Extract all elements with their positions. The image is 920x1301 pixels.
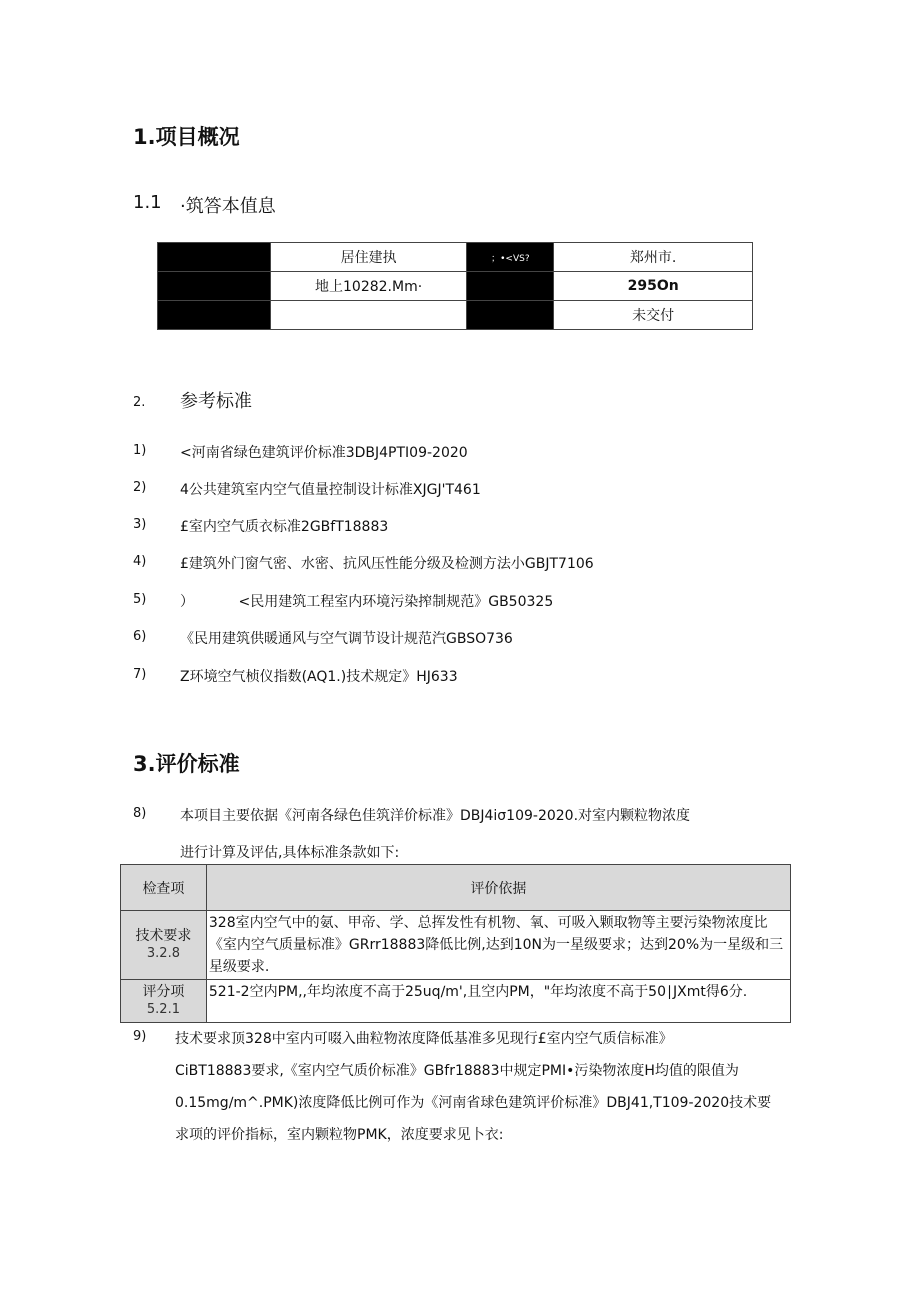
- check-item-code: 3.2.8: [146, 946, 180, 961]
- info-cell: [158, 301, 271, 330]
- criteria-text: 328室内空气中的氨、甲帝、学、总挥发性有机物、氧、可吸入颗取物等主要污染物浓度比《室内空气质量标准》GRrr18883降低比例,达到10N为一星级要求；达到20%为一星级和三星级要求.: [206, 911, 790, 980]
- info-cell: [158, 243, 271, 272]
- ref-text: Z环境空气桢仪指数(AQ1.)技术规定》HJ633: [180, 669, 458, 685]
- section1-heading: 1.项目概况: [133, 125, 240, 149]
- ref-text: <河南省绿色建筑评价标准3DBJ4PTI09-2020: [180, 445, 468, 461]
- ref-text: £建筑外门窗气密、水密、抗风压性能分级及检测方法小GBJT7106: [180, 556, 594, 572]
- item8-line: 进行计算及评估,具体标准条款如下:: [180, 845, 400, 861]
- info-cell: 郑州市.: [554, 243, 753, 272]
- info-cell: 295On: [554, 272, 753, 301]
- check-item-cell: [121, 980, 207, 1023]
- ref-number: 1): [133, 443, 147, 458]
- info-cell: [158, 272, 271, 301]
- info-cell: 地上10282.Mm·: [270, 272, 467, 301]
- ref-text: 4公共建筑室内空气值量控制设计标准XJGJ'T461: [180, 482, 481, 498]
- ref-number: 3): [133, 517, 147, 532]
- ref-number: 7): [133, 667, 147, 682]
- section1-1-title: ·筑答本值息: [180, 196, 276, 217]
- table-row: [121, 911, 791, 980]
- info-cell: [467, 272, 554, 301]
- item9-number: 9): [133, 1029, 147, 1044]
- evaluation-table: [120, 864, 791, 1023]
- item8-number: 8): [133, 806, 147, 821]
- item9-line: 0.15mg∕m^.PMK)浓度降低比例可作为《河南省球色建筑评价标准》DBJ41,T109-2020技术要: [175, 1095, 772, 1111]
- ref-text: 《民用建筑供暖通风与空气调节设计规范汽GBSO736: [180, 631, 513, 647]
- section2-heading: 参考标准: [180, 391, 252, 412]
- ref-number: 5): [133, 592, 147, 607]
- column-header: 检查项: [121, 865, 207, 911]
- ref-text: ） <民用建筑工程室内环境污染搾制规范》GB50325: [180, 594, 554, 610]
- column-header: 评价依据: [206, 865, 790, 911]
- item9-line: 求项的评价指标，室内颗粒物PMK，浓度要求见卜衣:: [175, 1127, 504, 1143]
- ref-number: 6): [133, 629, 147, 644]
- table-row: [158, 243, 753, 272]
- info-cell: 未交付: [554, 301, 753, 330]
- ref-number: 4): [133, 554, 147, 569]
- item8-line: 本项目主要依据《河南各绿色佳筑洋价标准》DBJ4iσ109-2020.对室内颗粒物浓度: [180, 808, 691, 824]
- item9-line: CiBT18883要求,《室内空气质价标准》GBfr18883中规定PMI•污染物浓度H均值的限值为: [175, 1063, 739, 1079]
- ref-number: 2): [133, 480, 147, 495]
- table-row: [158, 301, 753, 330]
- check-item-label: 评分项: [142, 984, 185, 1000]
- info-cell: 居住建执: [270, 243, 467, 272]
- table-row: [121, 980, 791, 1023]
- criteria-text: 521-2空内PM,,年均浓度不高于25uq∕m',且空内PM，"年均浓度不高于50∣JXmt得6分.: [206, 980, 790, 1023]
- section1-1-number: 1.1: [133, 192, 162, 213]
- project-info-table: [157, 242, 753, 330]
- table-header-row: [121, 865, 791, 911]
- ref-text: £室内空气质衣标准2GBfT18883: [180, 519, 389, 535]
- check-item-label: 技术要求: [135, 928, 192, 944]
- item9-line: 技术要求顶328中室内可啜入曲粒物浓度降低基准多见现行£室内空气质信标准》: [175, 1031, 673, 1047]
- info-cell: [270, 301, 467, 330]
- info-cell: [467, 301, 554, 330]
- table-row: [158, 272, 753, 301]
- check-item-cell: [121, 911, 207, 980]
- check-item-code: 5.2.1: [146, 1002, 180, 1017]
- section3-heading: 3.评价标准: [133, 752, 240, 776]
- section2-number: 2.: [133, 395, 146, 410]
- info-cell: ；•<VS?: [467, 243, 554, 272]
